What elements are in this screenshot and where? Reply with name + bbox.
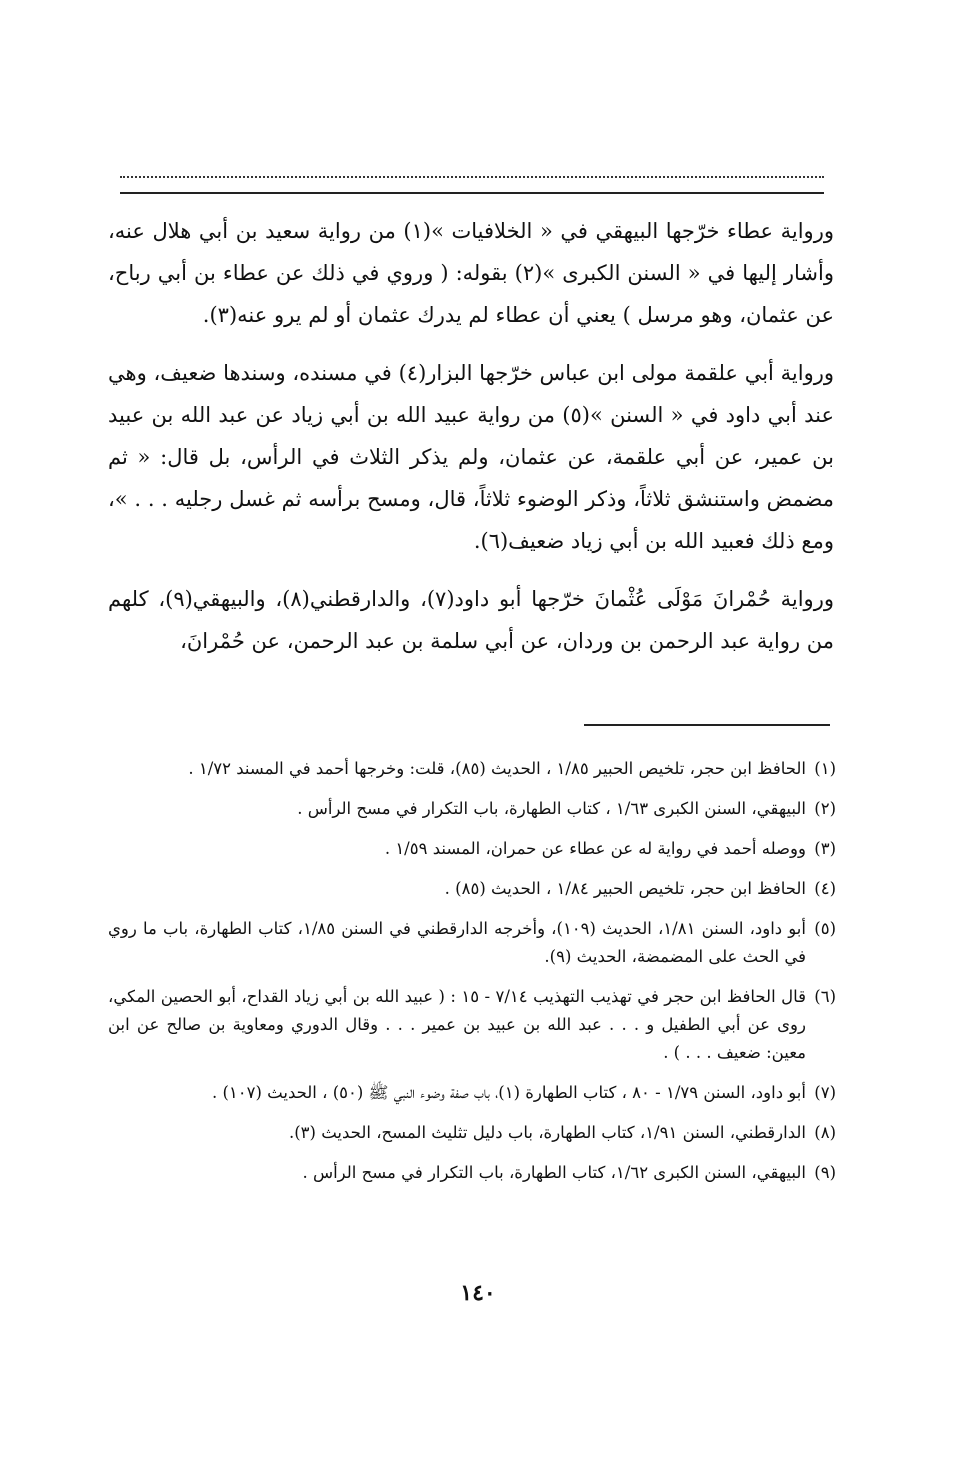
paragraph-abu-alqama: ورواية أبي علقمة مولى ابن عباس خرّجها البزار(٤) في مسنده، وسندها ضعيف، وهي عند أبي داود في « السنن »(٥) من رواية عبيد الله بن أبي زياد عن عبد الله بن عبيد بن عمير، عن أبي علقمة، عن عثمان، ولم يذكر الثلاث في الرأس، بل قال: « ثم مضمض واستنشق ثلاثاً، وذكر الوضوء ثلاثاً، قال، ومسح برأسه ثم غسل رجليه . . . »، ومع ذلك فعبيد الله بن أبي زياد ضعيف(٦). bbox=[108, 361, 835, 553]
footnote-number: (٧) bbox=[814, 1083, 836, 1102]
header-rule bbox=[120, 192, 824, 194]
footnote-8 bbox=[108, 1119, 836, 1147]
footnote-text: ووصله أحمد في رواية له عن عطاء عن حمران، المسند ١/٥٩ . bbox=[384, 839, 806, 858]
footnote-text: البيهقي، السنن الكبرى ١/٦٢، كتاب الطهارة، باب التكرار في مسح الرأس . bbox=[302, 1163, 806, 1182]
footnote-9 bbox=[108, 1159, 836, 1187]
footnote-number: (٩) bbox=[814, 1163, 836, 1182]
footnote-text: قال الحافظ ابن حجر في تهذيب التهذيب ٧/١٤ - ١٥ : ( عبيد الله بن أبي زياد القداح، أبو الحصين المكي، روى عن أبي الطفيل و . . . عبد الله بن عبيد بن عمير . . . وقال الدوري ومعاوية بن صالح عن ابن معين: ضعيف . . . ) . bbox=[108, 987, 806, 1062]
footnotes bbox=[108, 755, 836, 1199]
page-number: ١٤٠ bbox=[460, 1280, 496, 1306]
footnote-6 bbox=[108, 983, 836, 1067]
footnote-number: (١) bbox=[814, 759, 836, 778]
paragraph-humran: ورواية حُمْرانَ مَوْلَى عُثْمانَ خرّجها أبو داود(٧)، والدارقطني(٨)، والبيهقي(٩)، كلهم من رواية عبد الرحمن بن وردان، عن أبي سلمة بن عبد الرحمن، عن حُمْرانَ، bbox=[108, 587, 834, 653]
footnote-5 bbox=[108, 915, 836, 971]
main-text bbox=[108, 210, 834, 662]
footnote-text: الحافظ ابن حجر، تلخيص الحبير ١/٨٥ ، الحديث (٨٥)، قلت: وخرجها أحمد في المسند ١/٧٢ . bbox=[188, 759, 806, 778]
footnote-number: (٦) bbox=[814, 987, 836, 1006]
footnote-separator bbox=[584, 724, 830, 726]
footnote-1 bbox=[108, 755, 836, 783]
footnote-number: (٥) bbox=[814, 919, 836, 938]
footnote-3 bbox=[108, 835, 836, 863]
footnote-number: (٢) bbox=[814, 799, 836, 818]
footnote-text: أبو داود، السنن ١/٨١، الحديث (١٠٩)، وأخرجه الدارقطني في السنن ١/٨٥، كتاب الطهارة، باب ما روي في الحث على المضمضة، الحديث (٩). bbox=[108, 919, 806, 966]
header-dotted-line bbox=[120, 176, 824, 178]
footnote-7 bbox=[108, 1079, 836, 1107]
footnote-text: الحافظ ابن حجر، تلخيص الحبير ١/٨٤ ، الحديث (٨٥) . bbox=[444, 879, 806, 898]
footnote-number: (٣) bbox=[814, 839, 836, 858]
footnote-2 bbox=[108, 795, 836, 823]
footnote-4 bbox=[108, 875, 836, 903]
footnote-text: الدارقطني، السنن ١/٩١، كتاب الطهارة، باب دليل تثليث المسح، الحديث (٣). bbox=[288, 1123, 806, 1142]
paragraph-ata: ورواية عطاء خرّجها البيهقي في « الخلافيات »(١) من رواية سعيد بن أبي هلال عنه، وأشار إليها في « السنن الكبرى »(٢) بقوله: ( وروي في ذلك عن عطاء بن أبي رباح، عن عثمان، وهو مرسل ) يعني أن عطاء لم يدرك عثمان أو لم يرو عنه(٣). bbox=[108, 219, 834, 327]
footnote-text: البيهقي، السنن الكبرى ١/٦٣ ، كتاب الطهارة، باب التكرار في مسح الرأس . bbox=[297, 799, 806, 818]
footnote-text: أبو داود، السنن ١/٧٩ - ٨٠ ، كتاب الطهارة (١)، باب صفة وضوء النبي ﷺ (٥٠) ، الحديث (١٠٧) . bbox=[211, 1083, 806, 1102]
footnote-number: (٨) bbox=[814, 1123, 836, 1142]
footnote-number: (٤) bbox=[814, 879, 836, 898]
